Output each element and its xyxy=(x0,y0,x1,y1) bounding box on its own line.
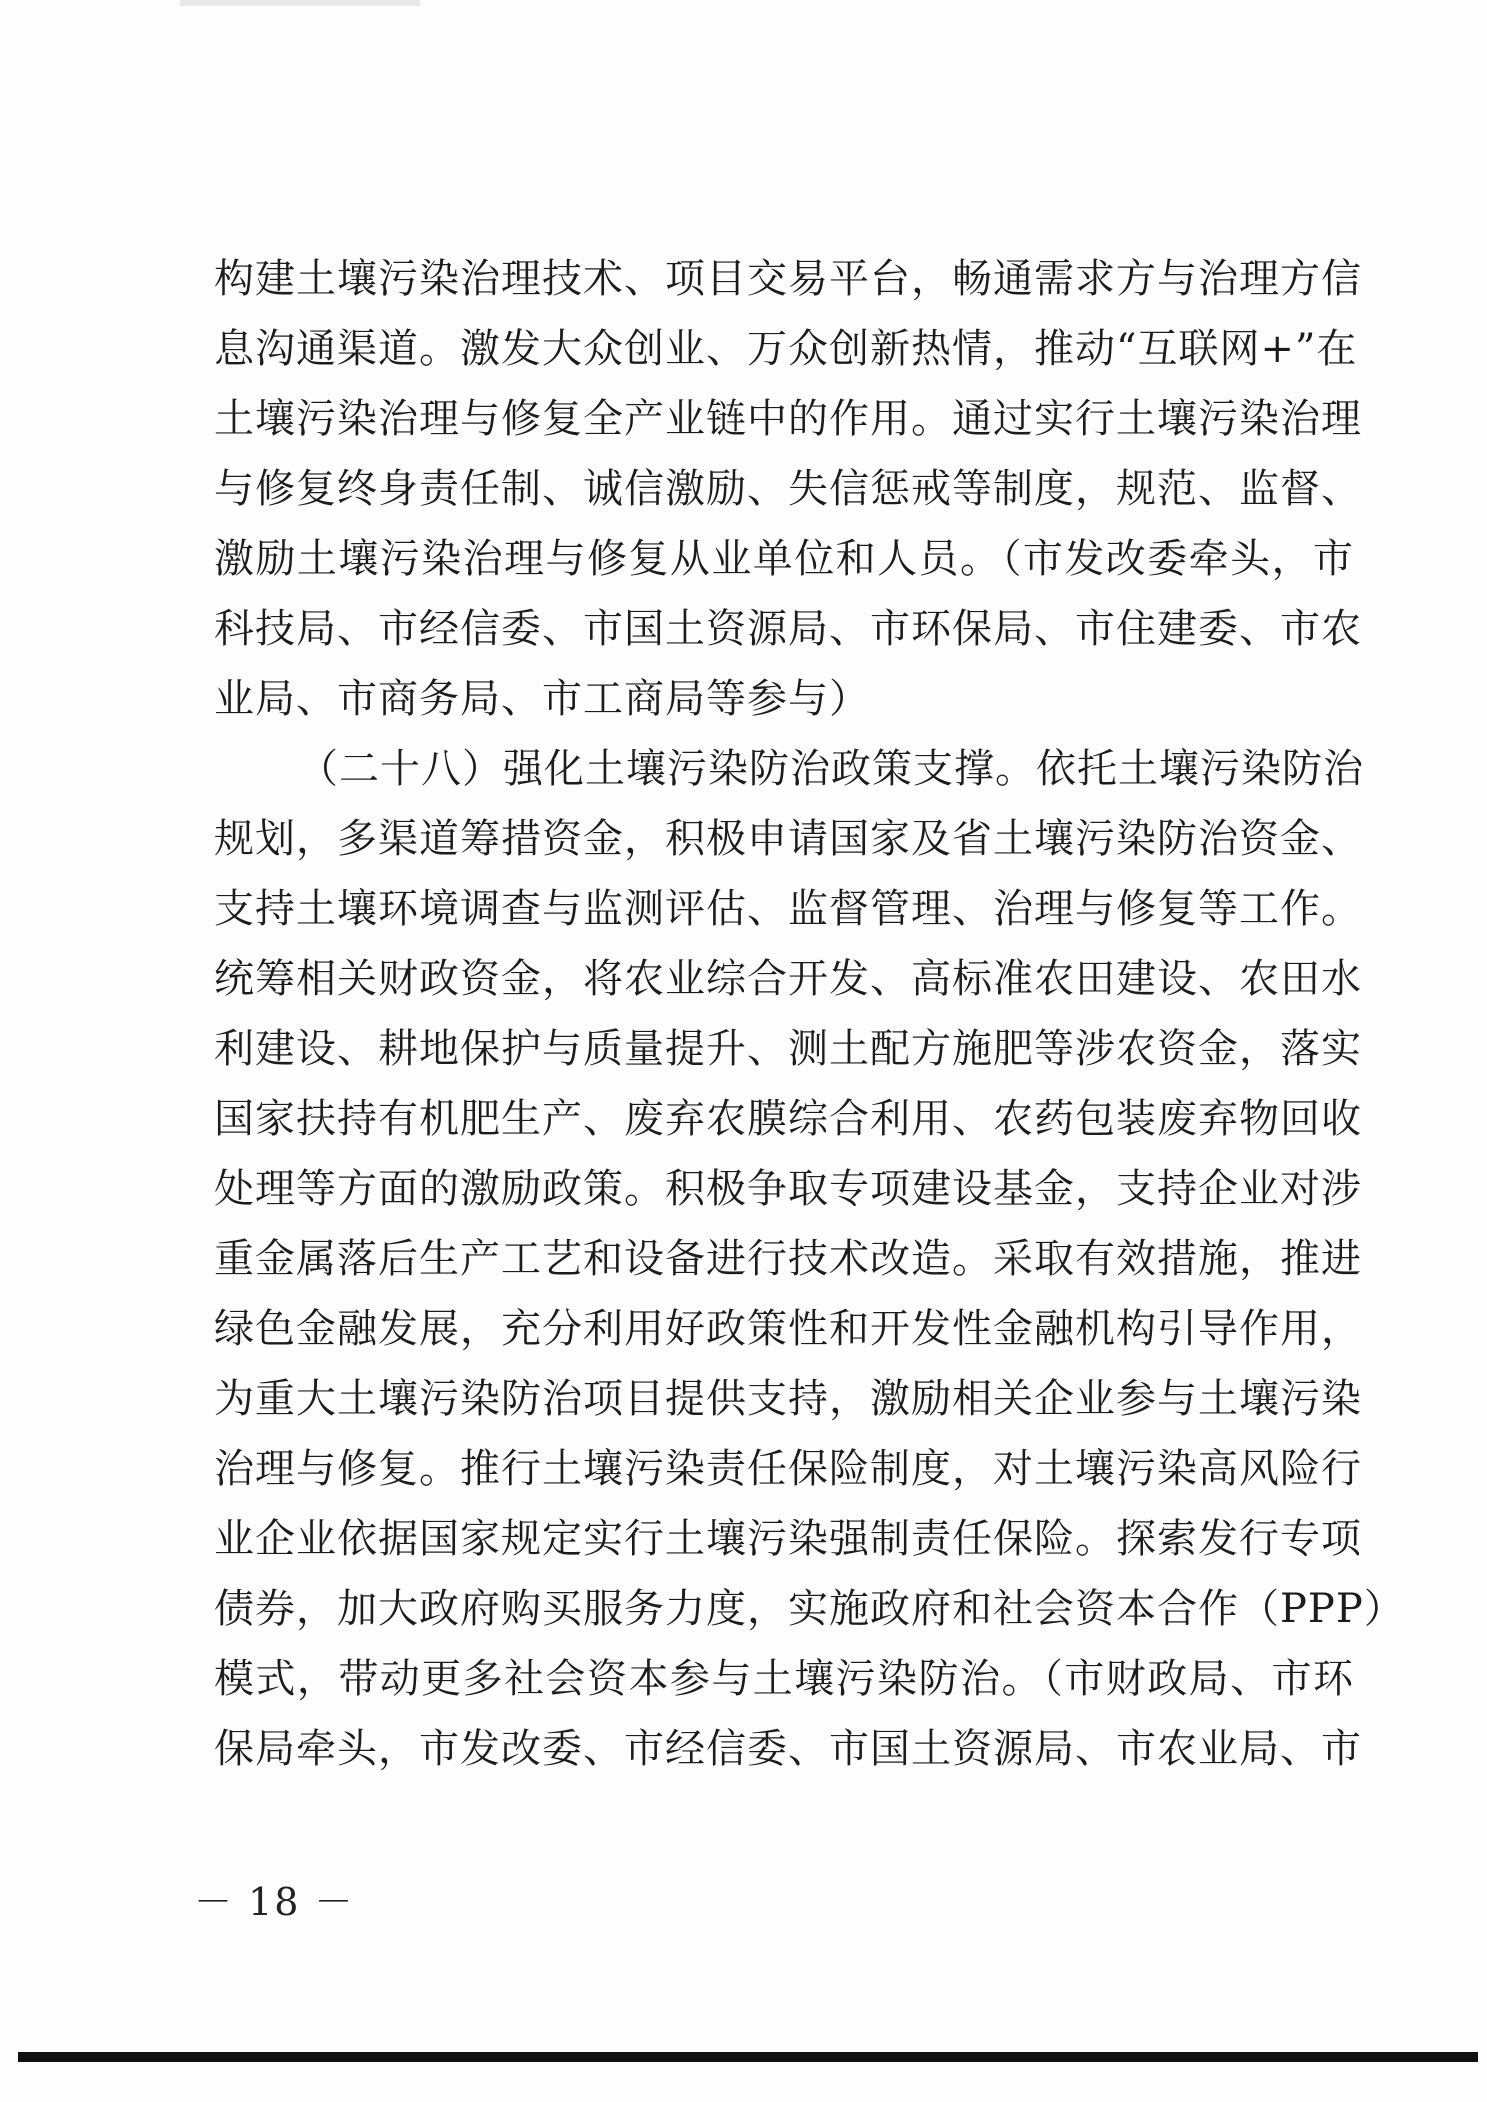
text-line: 息沟通渠道。激发大众创业、万众创新热情，推动“互联网+”在 xyxy=(214,326,1358,372)
text-line: 支持土壤环境调查与监测评估、监督管理、治理与修复等工作。 xyxy=(214,886,1362,932)
body-text xyxy=(214,244,1405,1784)
text-line: 业局、市商务局、市工商局等参与） xyxy=(214,676,870,722)
scan-artifact xyxy=(180,0,420,6)
text-line: 国家扶持有机肥生产、废弃农膜综合利用、农药包装废弃物回收 xyxy=(214,1096,1362,1142)
text-line: 统筹相关财政资金，将农业综合开发、高标准农田建设、农田水 xyxy=(214,956,1362,1002)
text-line: 为重大土壤污染防治项目提供支持，激励相关企业参与土壤污染 xyxy=(214,1376,1362,1422)
text-line: 激励土壤污染治理与修复从业单位和人员。（市发改委牵头，市 xyxy=(214,536,1354,582)
text-line: 重金属落后生产工艺和设备进行技术改造。采取有效措施，推进 xyxy=(214,1236,1362,1282)
text-line: 与修复终身责任制、诚信激励、失信惩戒等制度，规范、监督、 xyxy=(214,466,1362,512)
footer-rule xyxy=(18,2052,1478,2062)
text-line: 利建设、耕地保护与质量提升、测土配方施肥等涉农资金，落实 xyxy=(214,1026,1362,1072)
text-line: 处理等方面的激励政策。积极争取专项建设基金，支持企业对涉 xyxy=(214,1166,1362,1212)
page-number: － 18 － xyxy=(194,1880,355,1924)
text-line: 绿色金融发展，充分利用好政策性和开发性金融机构引导作用， xyxy=(214,1306,1362,1352)
text-line: 构建土壤污染治理技术、项目交易平台，畅通需求方与治理方信 xyxy=(214,256,1362,302)
text-line: 模式，带动更多社会资本参与土壤污染防治。（市财政局、市环 xyxy=(214,1656,1354,1702)
text-line: 规划，多渠道筹措资金，积极申请国家及省土壤污染防治资金、 xyxy=(214,816,1362,862)
section-heading-line: （二十八）强化土壤污染防治政策支撑。依托土壤污染防治 xyxy=(298,746,1364,792)
text-line: 土壤污染治理与修复全产业链中的作用。通过实行土壤污染治理 xyxy=(214,396,1362,442)
text-line: 科技局、市经信委、市国土资源局、市环保局、市住建委、市农 xyxy=(214,606,1362,652)
text-line: 业企业依据国家规定实行土壤污染强制责任保险。探索发行专项 xyxy=(214,1516,1362,1562)
text-line: 债券，加大政府购买服务力度，实施政府和社会资本合作（PPP） xyxy=(214,1586,1405,1632)
text-line: 治理与修复。推行土壤污染责任保险制度，对土壤污染高风险行 xyxy=(214,1446,1362,1492)
text-line: 保局牵头，市发改委、市经信委、市国土资源局、市农业局、市 xyxy=(214,1726,1362,1772)
